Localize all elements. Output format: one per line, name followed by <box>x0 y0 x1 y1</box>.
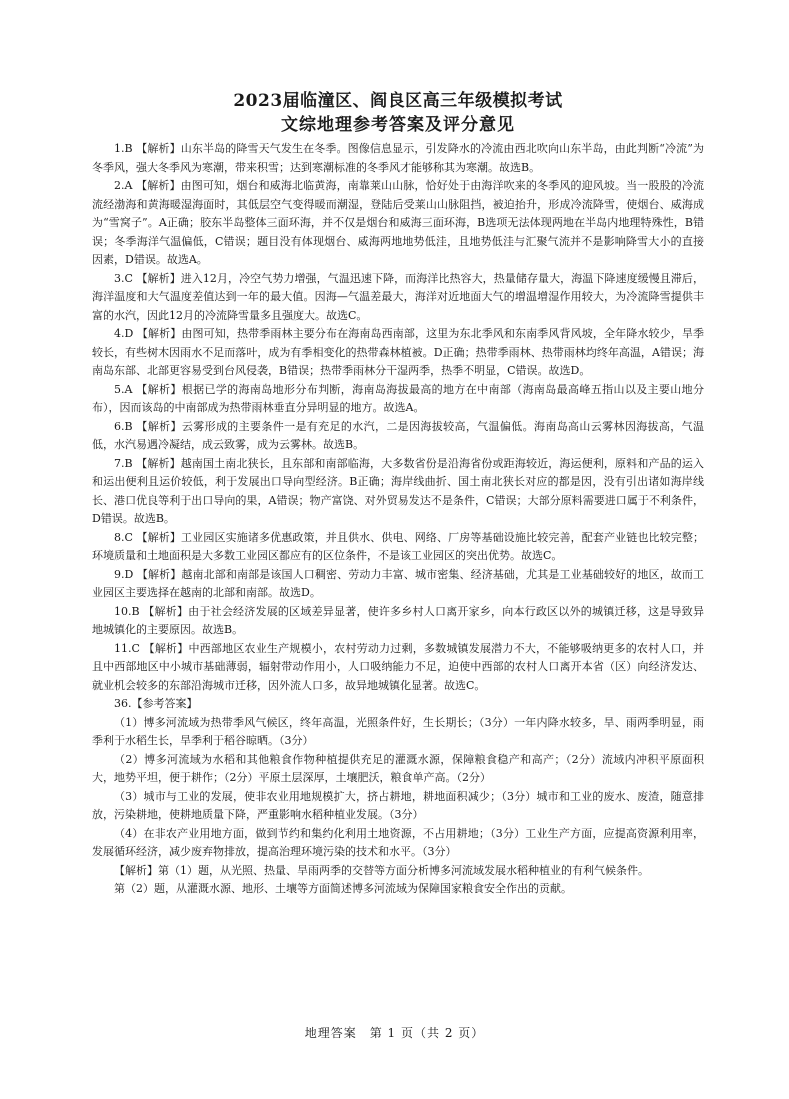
answer-body <box>92 140 704 899</box>
answer-q3: 3.C 【解析】进入12月，冷空气势力增强，气温迅速下降，而海洋比热容大，热量储存量大，海温下降速度缓慢且滞后，海洋温度和大气温度差值达到一年的最大值。因海—气温差最大，海洋对近地面大气的增温增湿作用较大，为冷流降雪提供丰富的水汽，因此12月的冷流降雪量多且强度大。故选C。 <box>92 271 704 322</box>
exam-title: 2023届临潼区、阎良区高三年级模拟考试 <box>233 91 563 111</box>
answer-q4: 4.D 【解析】由图可知，热带季雨林主要分布在海南岛西南部，这里为东北季风和东南季风背风坡，全年降水较少，旱季较长，有些树木因雨水不足而落叶，成为有季相变化的热带森林植被。D正确；热带季雨林、热带雨林均终年高温，A错误；海南岛东部、北部更容易受到台风侵袭，B错误；热带季雨林分干湿两季，热季不明显，C错误。故选D。 <box>92 327 704 377</box>
analysis-part2: 第（2）题，从灌溉水源、地形、土壤等方面简述博多河流域为保障国家粮食安全作出的贡献。 <box>114 882 572 895</box>
analysis-part1: 【解析】第（1）题，从光照、热量、旱雨两季的交替等方面分析博多河流域发展水稻种植业的有利气候条件。 <box>114 863 649 877</box>
answer-q1: 1.B 【解析】山东半岛的降雪天气发生在冬季。图像信息显示，引发降水的冷流由西北吹向山东半岛，由此判断“冷流”为冬季风，强大冬季风为寒潮，带来积雪；达到寒潮标准的冬季风才能够称其为寒潮。故选B。 <box>92 142 704 174</box>
answer-sheet <box>92 90 704 899</box>
answer-q36-part3: （3）城市与工业的发展，使非农业用地规模扩大，挤占耕地，耕地面积减少；（3分）城市和工业的废水、废渣，随意排放，污染耕地，使耕地质量下降，严重影响水稻种植业发展。（3分） <box>92 789 704 821</box>
page-footer: 地理答案 第 1 页（共 2 页） <box>304 1026 485 1040</box>
answer-q36-part1: （1）博多河流域为热带季风气候区，终年高温，光照条件好，生长期长；（3分）一年内降水较多，旱、雨两季明显，雨季利于水稻生长，旱季利于稻谷晾晒。（3分） <box>92 715 704 747</box>
answer-q10: 10.B 【解析】由于社会经济发展的区域差异显著，使许多乡村人口离开家乡，向本行政区以外的城镇迁移，这是导致异地城镇化的主要原因。故选B。 <box>92 604 704 636</box>
answer-q2: 2.A 【解析】由图可知，烟台和威海北临黄海，南靠莱山山脉，恰好处于由海洋吹来的冬季风的迎风坡。当一股股的冷流流经渤海和黄海暖湿海面时，其低层空气变得暖而潮湿，登陆后受莱山山脉阻挡，被迫抬升，形成冷流降雪，使烟台、威海成为“雪窝子”。A正确；胶东半岛整体三面环海，并不仅是烟台和威海三面环海，B选项无法体现两地在半岛内地理特殊性，B错误；冬季海洋气温偏低，C错误；题目没有体现烟台、威海两地地势低洼，且地势低洼与汇聚气流并不是影响降雪大小的直接因素，D错误。故选A。 <box>92 179 704 266</box>
answer-q9: 9.D 【解析】越南北部和南部是该国人口稠密、劳动力丰富、城市密集、经济基础，尤其是工业基础较好的地区，故而工业园区主要选择在越南的北部和南部。故选D。 <box>92 567 704 599</box>
answer-q36-part2: （2）博多河流域为水稻和其他粮食作物种植提供充足的灌溉水源，保障粮食稳产和高产；（2分）流域内冲积平原面积大，地势平坦，便于耕作；（2分）平原土层深厚，土壤肥沃，粮食单产高。（2分） <box>92 752 704 784</box>
answer-q7: 7.B 【解析】越南国土南北狭长，且东部和南部临海，大多数省份是沿海省份或距海较近，海运便利，原料和产品的运入和运出便利且运价较低，利于发展出口导向型经济。B正确；海岸线曲折、国土南北狭长对应的都是因，没有引出诸如海岸线长、港口优良等利于出口导向的果，A错误；物产富饶、对外贸易发达不是条件，C错误；大部分原料需要进口属于不利条件，D错误。故选B。 <box>92 456 704 525</box>
exam-subtitle: 文综地理参考答案及评分意见 <box>281 115 515 135</box>
answer-q8: 8.C 【解析】工业园区实施诸多优惠政策，并且供水、供电、网络、厂房等基础设施比较完善，配套产业链也比较完整；环境质量和土地面积是大多数工业园区都应有的区位条件，不是该工业园区的突出优势。故选C。 <box>92 530 704 562</box>
answer-q6: 6.B 【解析】云雾形成的主要条件一是有充足的水汽，二是因海拔较高，气温偏低。海南岛高山云雾林因海拔高，气温低，水汽易遇冷凝结，成云致雾，成为云雾林。故选B。 <box>92 419 704 451</box>
answer-q11: 11.C 【解析】中西部地区农业生产规模小，农村劳动力过剩，多数城镇发展潜力不大，不能够吸纳更多的农村人口，并且中西部地区中小城市基础薄弱，辐射带动作用小，人口吸纳能力不足，迫使中西部的农村人口离开本省（区）向经济发达、就业机会较多的东部沿海城市迁移，因外流人口多，故异地城镇化显著。故选C。 <box>92 641 704 692</box>
answer-q5: 5.A 【解析】根据已学的海南岛地形分布判断，海南岛海拔最高的地方在中南部（海南岛最高峰五指山以及主要山地分布），因而该岛的中南部成为热带雨林垂直分异明显的地方。故选A。 <box>92 382 704 414</box>
answer-q36-part4: （4）在非农产业用地方面，做到节约和集约化利用土地资源，不占用耕地；（3分）工业生产方面，应提高资源利用率，发展循环经济，减少废弃物排放，提高治理环境污染的技术和水平。（3分） <box>92 826 704 858</box>
answer-q36-heading: 36.【参考答案】 <box>114 697 198 710</box>
